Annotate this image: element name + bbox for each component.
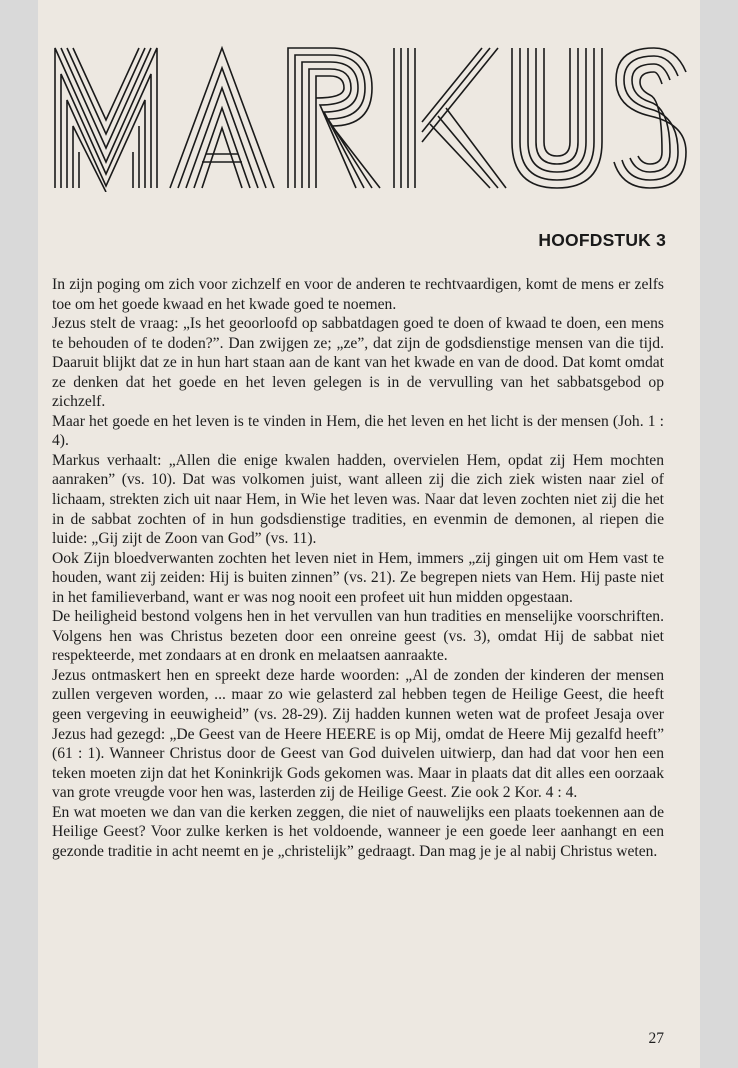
letter-m	[55, 48, 157, 192]
letter-a	[170, 48, 274, 188]
paragraph: Maar het goede en het leven is te vinden in Hem, die het leven en het licht is der mensen (Joh. 1 : 4).	[52, 412, 664, 450]
letter-r	[288, 48, 380, 188]
paragraph: Jezus ontmaskert hen en spreekt deze harde woorden: „Al de zonden der kinderen der mensen zullen vergeven worden, ... maar zo wie gelasterd zal hebben tegen de Heilige Geest, die heeft geen vergeving in eeuwigheid” (vs. 28-29). Zij hadden kunnen weten wat de profeet Jesaja over Jezus had gezegd: „De Geest van de Heere HEERE is op Mij, omdat de Heere Mij gezalfd heeft” (61 : 1). Wanneer Christus door de Geest van God duivelen uitwierp, dan had dat voor hen een teken moeten zijn dat het Koninkrijk Gods gekomen was. Maar in plaats dat dit alles een oorzaak van grote vreugde voor hen was, lasterden zij de Heilige Geest. Zie ook 2 Kor. 4 : 4.	[52, 666, 664, 802]
title-markus	[50, 42, 690, 192]
letter-k	[394, 48, 506, 188]
paragraph: En wat moeten we dan van die kerken zeggen, die niet of nauwelijks een plaats toekennen aan de Heilige Geest? Voor zulke kerken is het voldoende, wanneer je een goede leer aanhangt en een gezonde traditie in acht neemt en je „christelijk” gedraagt. Dan mag je je al nabij Christus weten.	[52, 803, 664, 860]
title-lettering	[50, 42, 690, 192]
page-number: 27	[648, 1030, 664, 1047]
body-text	[52, 275, 664, 861]
book-page	[38, 0, 700, 1068]
paragraph: In zijn poging om zich voor zichzelf en voor de anderen te rechtvaardigen, komt de mens er zelfs toe om het goede kwaad en het kwade goed te noemen.	[52, 276, 664, 313]
paragraph: Markus verhaalt: „Allen die enige kwalen hadden, overvielen Hem, opdat zij Hem mochten aanraken” (vs. 10). Dat was volkomen juist, want alleen zij die zich ziek wisten naar ziel of lichaam, strekten zich uit naar Hem, in Wie het leven was. Naar dat leven zochten niet zij die het in de sabbat zochten of in hun godsdienstige tradities, en evenmin de demonen, al riepen die luide: „Gij zijt de Zoon van God” (vs. 11).	[52, 451, 664, 548]
paragraph: Jezus stelt de vraag: „Is het geoorloofd op sabbatdagen goed te doen of kwaad te doen, een mens te behouden of te doden?”. Dan zwijgen ze; „ze”, dat zijn de godsdienstige mensen van die tijd. Daaruit blijkt dat ze in hun hart staan aan de kant van het kwade en van de dood. Dat komt omdat ze denken dat het goede en het leven gelegen is in de vervulling van het sabbatsgebod op zichzelf.	[52, 315, 664, 411]
paragraph: De heiligheid bestond volgens hen in het vervullen van hun tradities en menselijke voorschriften. Volgens hen was Christus bezeten door een onreine geest (vs. 3), omdat Hij de sabbat niet respekteerde, met zondaars at en dronk en melaatsen aanraakte.	[52, 608, 664, 665]
chapter-heading: HOOFDSTUK 3	[538, 230, 666, 250]
paragraph: Ook Zijn bloedverwanten zochten het leven niet in Hem, immers „zij gingen uit om Hem vast te houden, want zij zeiden: Hij is buiten zinnen” (vs. 21). Ze begrepen niets van Hem. Hij paste niet in het familieverband, want er was nog nooit een profeet uit hun midden opgestaan.	[52, 549, 664, 606]
letter-s	[614, 48, 686, 188]
letter-u	[512, 48, 602, 188]
